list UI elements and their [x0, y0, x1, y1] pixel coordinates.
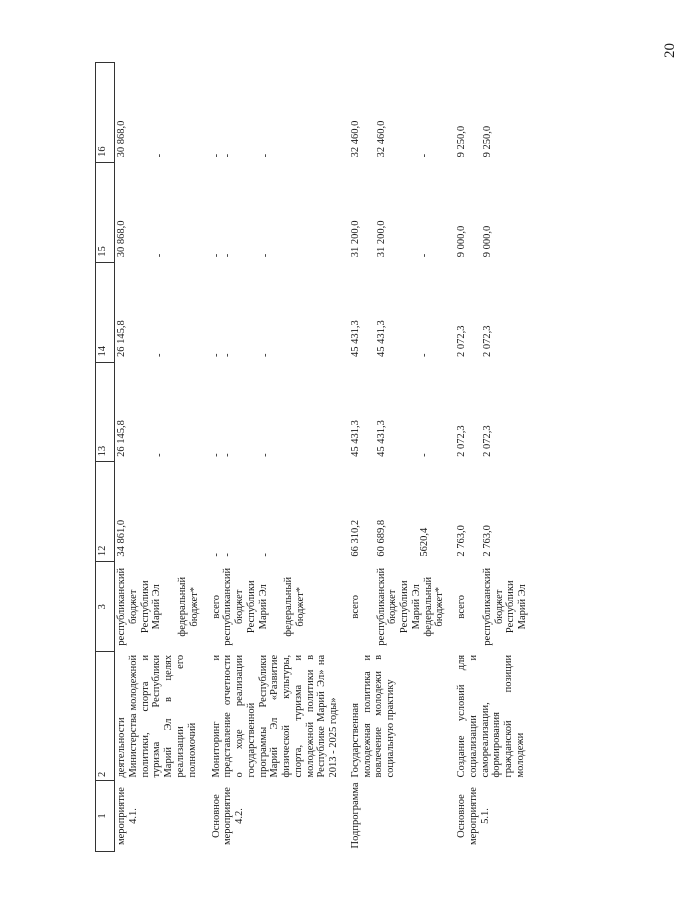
value-cell-13: [455, 362, 530, 462]
table-row: [455, 63, 530, 852]
value: -: [153, 253, 165, 258]
value-cell-13: [210, 362, 341, 462]
value-cell-16: [210, 63, 341, 163]
value-cell-14: [210, 262, 341, 362]
value-cell-12: [115, 462, 202, 562]
value: 34 861,0: [116, 519, 127, 557]
column-header-12: 12: [96, 462, 115, 562]
value: -: [222, 353, 234, 358]
funding-source: федеральный бюджет*: [283, 576, 306, 637]
value-cell-16: [455, 63, 530, 163]
budget-table: [95, 62, 530, 852]
value-cell-12: [210, 462, 341, 562]
value: 31 200,0: [349, 220, 361, 258]
column-header-1: 1: [96, 781, 115, 852]
column-header-15: 15: [96, 162, 115, 262]
value-cell-15: [455, 162, 530, 262]
value: -: [260, 453, 271, 457]
value: -: [222, 253, 234, 258]
funding-source: всего: [349, 594, 361, 619]
value: -: [222, 553, 234, 557]
funding-source: всего: [210, 594, 222, 619]
value-cell-16: [115, 63, 202, 163]
funding-source: республиканский бюджет Республики Марий Эл: [481, 567, 528, 646]
value-cell-13: [349, 362, 447, 462]
value-cell-15: [210, 162, 341, 262]
value: 45 431,3: [375, 420, 387, 457]
funding-source: всего: [456, 594, 467, 619]
value: 26 145,8: [116, 320, 127, 358]
value: 30 868,0: [116, 120, 127, 158]
funding-source: республиканский бюджет Республики Марий Эл: [116, 567, 163, 646]
value: -: [419, 153, 431, 158]
funding-source-cell: [349, 562, 447, 652]
funding-source: федеральный бюджет*: [422, 576, 446, 637]
value: 5620,4: [419, 527, 431, 557]
value-cell-12: [455, 462, 530, 562]
value: 2 763,0: [481, 525, 493, 557]
column-header-16: 16: [96, 63, 115, 163]
value-cell-12: [349, 462, 447, 562]
value: 31 200,0: [375, 220, 387, 258]
value: -: [260, 353, 271, 358]
value: 60 689,8: [375, 519, 387, 557]
column-header-14: 14: [96, 262, 115, 362]
value-cell-15: [349, 162, 447, 262]
value: -: [222, 453, 234, 457]
activity-name: мероприятие 4.1.: [116, 787, 139, 846]
activity-description: Мониторинг и представление отчетности о ходе реализации государственной программы Республики Марий Эл «Развитие физической культуры, спорта, туризма и молодежной политики в Республике Марий Эл» на 2013 - 2025 годы»: [210, 654, 339, 778]
value: -: [260, 553, 271, 557]
value: 32 460,0: [375, 120, 387, 158]
header-row: [96, 63, 115, 852]
column-header-2: 2: [96, 652, 115, 781]
funding-source: республиканский бюджет Республики Марий Эл: [222, 567, 269, 646]
value: 2 072,3: [481, 325, 493, 358]
value: 2 072,3: [456, 325, 467, 358]
value: -: [222, 153, 234, 158]
value: -: [210, 153, 222, 158]
column-header-13: 13: [96, 362, 115, 462]
table-row: [349, 63, 447, 852]
funding-source: республиканский бюджет Республики Марий Эл: [375, 567, 422, 646]
value: 9 250,0: [481, 125, 493, 158]
value: 9 250,0: [456, 125, 467, 158]
value: -: [260, 253, 271, 258]
activity-description: Государственная молодежная политика и вовлечение молодежи в социальную практику: [349, 654, 396, 778]
value: 26 145,8: [116, 420, 127, 457]
value-cell-14: [349, 262, 447, 362]
value: -: [419, 253, 431, 258]
value: 45 431,3: [349, 420, 361, 457]
value-cell-15: [115, 162, 202, 262]
value: -: [419, 453, 431, 457]
table-row: [115, 63, 202, 852]
funding-source: федеральный бюджет*: [177, 576, 200, 637]
value: 30 868,0: [116, 220, 127, 258]
value: 2 072,3: [481, 425, 493, 457]
value-cell-14: [455, 262, 530, 362]
funding-source-cell: [210, 562, 341, 652]
value: 32 460,0: [349, 120, 361, 158]
value: -: [210, 553, 222, 557]
value: -: [153, 453, 165, 457]
table-row: [210, 63, 341, 852]
value: -: [210, 453, 222, 457]
value: 2 072,3: [456, 425, 467, 457]
value-cell-16: [349, 63, 447, 163]
activity-name: Основное мероприятие 5.1.: [456, 787, 491, 846]
value: 66 310,2: [349, 519, 361, 557]
value: -: [210, 253, 222, 258]
value: -: [153, 353, 165, 358]
value: -: [153, 153, 165, 158]
column-header-3: 3: [96, 562, 115, 652]
activity-description: деятельности Министерства молодежной политики, спорта и туризма Республики Марий Эл в целях реализации его полномочий: [116, 654, 198, 778]
value: 9 000,0: [481, 225, 493, 258]
activity-name: Основное мероприятие 4.2.: [210, 787, 245, 846]
funding-source-cell: [455, 562, 530, 652]
activity-name: Подпрограмма: [349, 782, 361, 849]
value: -: [419, 353, 431, 358]
value-cell-14: [115, 262, 202, 362]
activity-description: Создание условий для социализации и самореализации, формирования гражданской позиции молодежи: [456, 654, 526, 778]
value: -: [210, 353, 222, 358]
value: 9 000,0: [456, 225, 467, 258]
value: 2 763,0: [456, 525, 467, 557]
funding-source-cell: [115, 562, 202, 652]
value-cell-13: [115, 362, 202, 462]
value: 45 431,3: [349, 320, 361, 358]
budget-table-sheet: [95, 62, 600, 852]
value: 45 431,3: [375, 320, 387, 358]
value: -: [260, 153, 271, 158]
page-number: 20: [662, 43, 678, 58]
